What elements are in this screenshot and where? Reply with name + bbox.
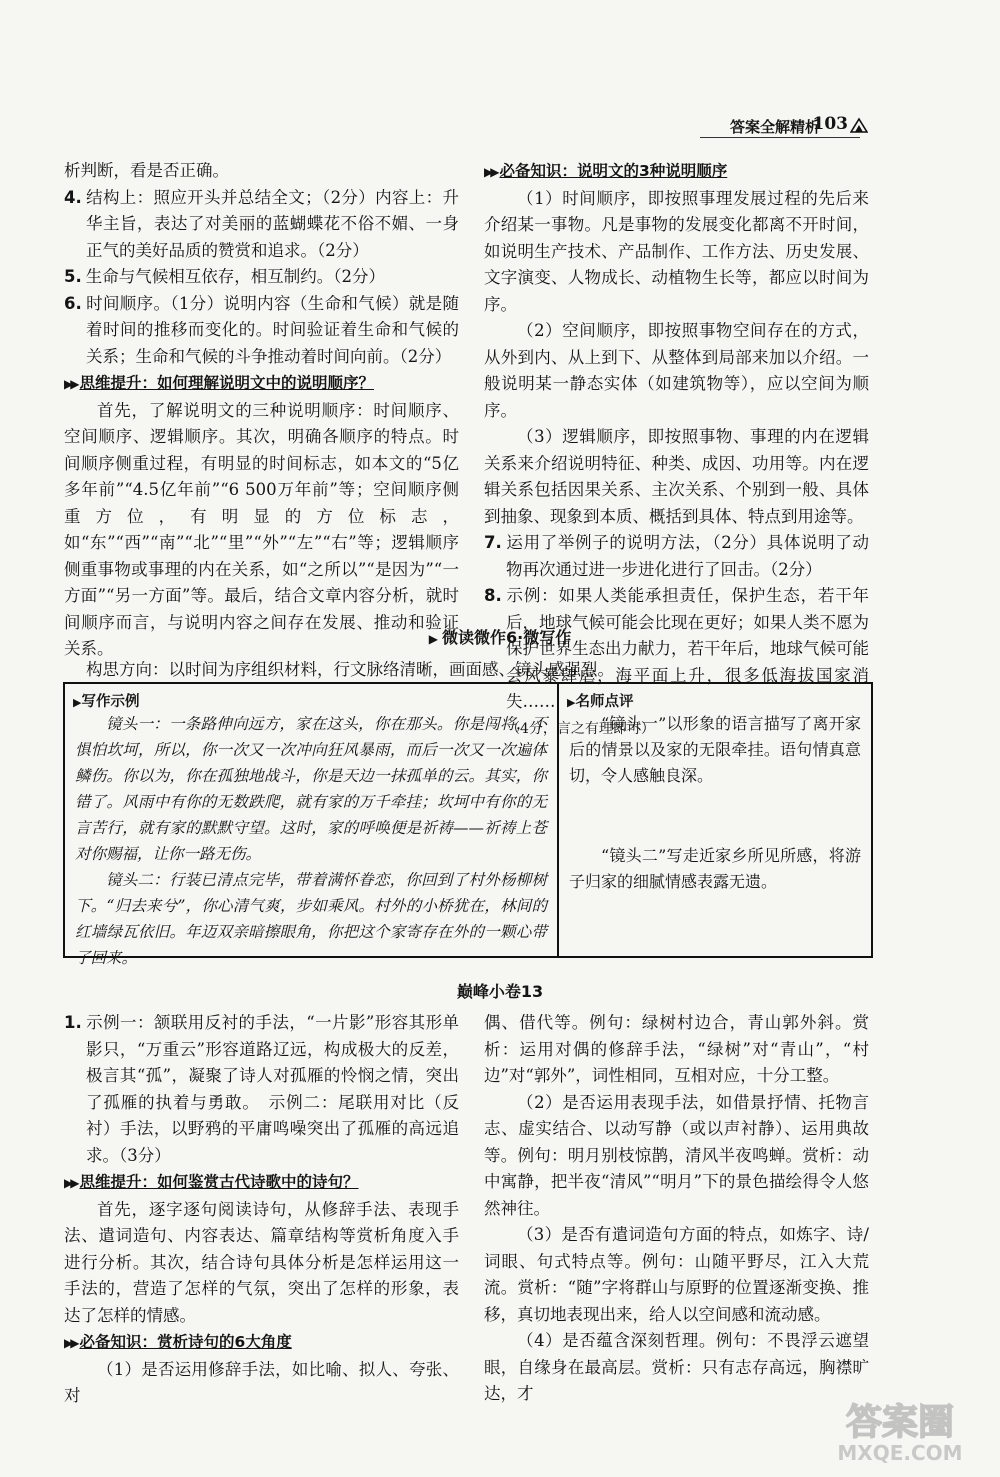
example-heading: ▶写作示例: [73, 694, 140, 710]
continued-text-2: 偶、借代等。例句：绿树村边合，青山郭外斜。赏析：运用对偶的修辞手法，“绿树”对“青山”，“村边”对“郭外”，词性相同，互相对应，十分工整。: [484, 1013, 869, 1085]
left-top-column: [64, 158, 459, 663]
double-arrow-icon: ▶▶: [64, 1176, 77, 1190]
watermark-top: 答案圈: [845, 1402, 955, 1443]
writing-example-panel: [65, 684, 559, 967]
teacher-comment-panel: [559, 684, 871, 956]
double-arrow-icon: ▶▶: [64, 377, 77, 391]
answer-item-4: 4. 结构上：照应开头并总结全文；（2分）内容上：升华主旨，表达了对美丽的蓝蝴蝶花不俗不媚、一身正气的美好品质的赞赏和追求。（2分）: [64, 187, 459, 260]
header-rule: [700, 137, 860, 138]
section-title-writing: ▶ 微读微作6·微写作: [428, 628, 572, 647]
double-arrow-icon: ▶▶: [484, 165, 497, 179]
mountain-logo-icon: [850, 116, 868, 134]
knowledge-para-1: （1）时间顺序，即按照事理发展过程的先后来介绍某一事物。凡是事物的发展变化都离不开时间，如说明生产技术、产品制作、工作方法、历史发展、文字演变、人物成长、动植物生长等，都应以时间为序。: [484, 188, 869, 314]
section-title-quiz: 巅峰小卷13: [456, 982, 544, 1001]
continued-text: 析判断，看是否正确。: [64, 161, 229, 180]
knowledge-body-2: （1）是否运用修辞手法，如比喻、拟人、夸张、对: [64, 1359, 459, 1405]
double-arrow-icon: ▶▶: [64, 1336, 77, 1350]
answer-item-6: 6. 时间顺序。（1分）说明内容（生命和气候）就是随着时间的推移而变化的。时间验证着生命和气候的关系；生命和气候的斗争推动着时间向前。（2分）: [64, 293, 459, 366]
angle-para-3: （3）是否有遣词造句方面的特点，如炼字、诗/词眼、句式特点等。例句：山随平野尽，江入大荒流。赏析：“随”字将群山与原野的位置逐渐变换、推移，真切地表现出来，给人以空间感和流动感。: [484, 1225, 869, 1324]
thinking-tip-heading-2: ▶▶ 思维提升：如何鉴赏古代诗歌中的诗句？: [64, 1169, 459, 1197]
right-top-column: [484, 158, 869, 742]
page-header: [700, 110, 880, 140]
answer-item-8: 8. 示例：如果人类能承担责任，保护生态，若干年后，地球气候可能会比现在更好；如果人类不愿为保护世界生态出力献力，若干年后，地球气候可能会风暴肆虐，海平面上升，很多低海拔国家消失……: [484, 586, 869, 711]
watermark-bottom: MXQE.COM: [837, 1441, 963, 1465]
thinking-tip-body: 首先，了解说明文的三种说明顺序：时间顺序、空间顺序、逻辑顺序。其次，明确各顺序的特点。时间顺序侧重过程，有明显的时间标志，如本文的“5亿多年前”“4.5亿年前”“6 500万年前”等；空间顺序侧重方位，有明显的方位标志，如“东”“西”“南”“北”“里”“外”“左”“右”等；逻辑顺序侧重事物或事理的内在关系，如“之所以”“是因为”“一方面”“另一方面”等。最后，结合文章内容分析，就时间顺序而言，与说明内容之间存在发展、推动和验证关系。: [64, 400, 459, 658]
left-bottom-column: [64, 1010, 459, 1410]
answer-item-1: 1. 示例一：颔联用反衬的手法，“一片影”形容其形单影只，“万重云”形容道路辽远，构成极大的反差，极言其“孤”，凝聚了诗人对孤雁的怜悯之情，突出了孤雁的执着与勇敢。 示例二：尾联用对比（反衬）手法，以野鸦的平庸鸣噪突出了孤雁的高远追求。（3分）: [64, 1013, 459, 1165]
triangle-icon: ▶: [428, 632, 438, 646]
thinking-tip-body-2: 首先，逐字逐句阅读诗句，从修辞手法、表现手法、遣词造句、内容表达、篇章结构等赏析角度入手进行分析。其次，结合诗句具体分析是怎样运用这一手法的，营造了怎样的气氛，突出了怎样的形象，表达了怎样的情感。: [64, 1199, 459, 1325]
watermark-logo: [820, 1392, 980, 1467]
angle-para-4: （4）是否蕴含深刻哲理。例句：不畏浮云遮望眼，自缘身在最高层。赏析：只有志存高远，胸襟旷达，才: [484, 1331, 869, 1403]
knowledge-heading-2: ▶▶ 必备知识：赏析诗句的6大角度: [64, 1329, 459, 1357]
example-para-2: 镜头二：行装已清点完毕，带着满怀眷恋，你回到了村外杨柳树下。“归去来兮”，你心清气爽，步如乘风。村外的小桥犹在，林间的红墙绿瓦依旧。年迈双亲暗擦眼角，你把这个家寄存在外的一颗心带了回来。: [75, 871, 547, 967]
thinking-tip-heading: ▶▶ 思维提升：如何理解说明文中的说明顺序？: [64, 370, 459, 398]
score-note: （4分，言之有理即可）: [506, 720, 655, 737]
comment-para-2: “镜头二”写走近家乡所见所感，将游子归家的细腻情感表露无遗。: [569, 846, 861, 891]
writing-example-box: [63, 682, 873, 967]
comment-para-1: “镜头一”以形象的语言描写了离开家后的情景以及家的无限牵挂。语句情真意切，令人感触良深。: [569, 714, 861, 785]
knowledge-heading: ▶▶ 必备知识：说明文的3种说明顺序: [484, 158, 869, 186]
triangle-icon: ▶: [567, 696, 576, 709]
triangle-icon: ▶: [73, 696, 82, 709]
header-title: 答案全解精析: [729, 118, 820, 136]
example-para-1: 镜头一：一条路伸向远方，家在这头，你在那头。你是闯将，不惧怕坎坷，所以，你一次又一次冲向狂风暴雨，而后一次又一次遍体鳞伤。你以为，你在孤独地战斗，你是天边一抹孤单的云。其实，你错了。风雨中有你的无数跌爬，就有家的万千牵挂；坎坷中有你的无言苦行，就有家的默默守望。这时，家的呼唤便是祈祷——祈祷上苍对你赐福，让你一路无伤。: [75, 715, 547, 863]
knowledge-para-3: （3）逻辑顺序，即按照事物、事理的内在逻辑关系来介绍说明特征、种类、成因、功用等。内在逻辑关系包括因果关系、主次关系、个别到一般、具体到抽象、现象到本质、概括到具体、特点到用途等。: [484, 427, 869, 526]
comment-heading: ▶名师点评: [567, 694, 634, 710]
page-number: 103: [812, 114, 848, 134]
knowledge-para-2: （2）空间顺序，即按照事物空间存在的方式，从外到内、从上到下、从整体到局部来加以介绍。一般说明某一静态实体（如建筑物等），应以空间为顺序。: [484, 321, 869, 420]
answer-item-7: 7. 运用了举例子的说明方法，（2分）具体说明了动物再次通过进一步进化进行了回击。（2分）: [484, 533, 869, 579]
answer-item-5: 5. 生命与气候相互依存，相互制约。（2分）: [64, 267, 385, 286]
right-bottom-column: [484, 1010, 869, 1408]
angle-para-2: （2）是否运用表现手法，如借景抒情、托物言志、虚实结合、以动写静（或以声衬静）、运用典故等。例句：明月别枝惊鹊，清风半夜鸣蝉。赏析：动中寓静，把半夜“清风”“明月”下的景色描绘得令人悠然神往。: [484, 1092, 869, 1218]
writing-intro: 构思方向：以时间为序组织材料，行文脉络清晰，画面感、镜头感强烈。: [86, 660, 614, 679]
